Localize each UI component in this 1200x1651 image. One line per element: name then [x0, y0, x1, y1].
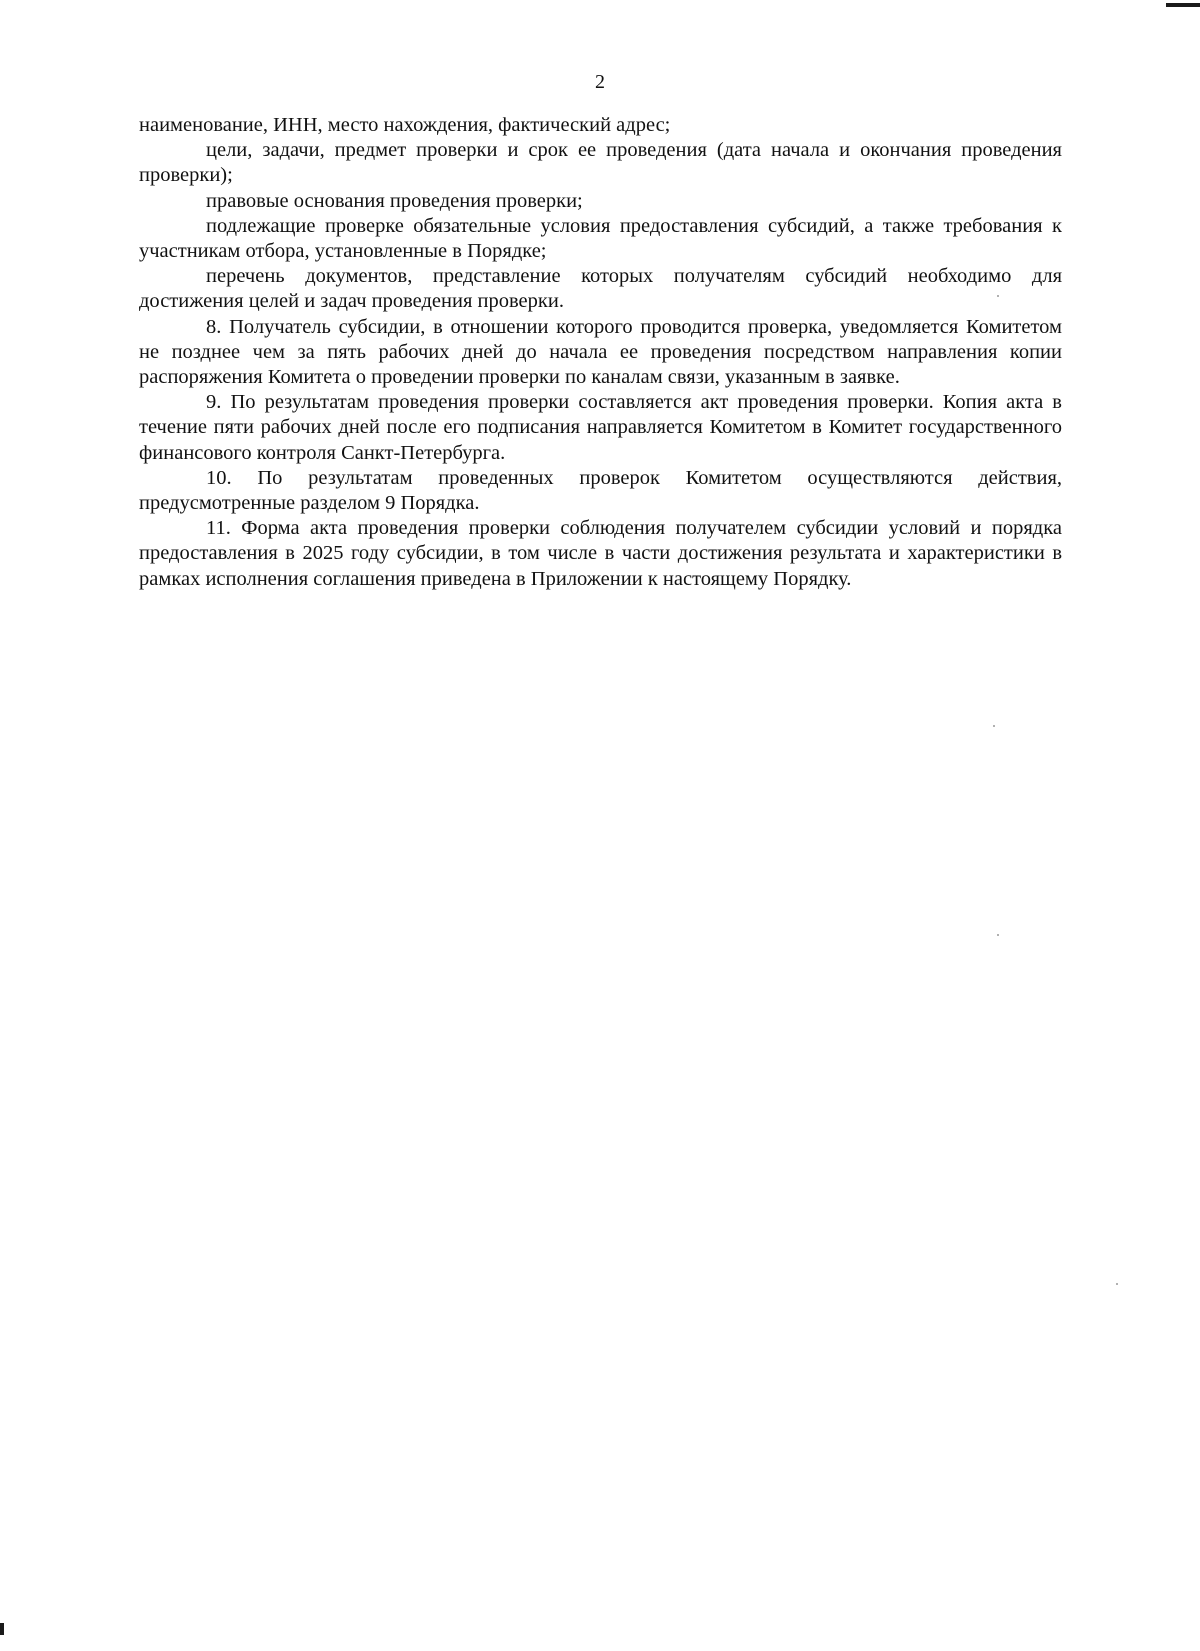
paragraph-1: наименование, ИНН, место нахождения, фактический адрес;	[139, 114, 671, 136]
paragraph-3: правовые основания проведения проверки;	[206, 189, 583, 212]
paragraph-6: 8. Получатель субсидии, в отношении которого проводится проверка, уведомляется Комитетом не позднее чем за пять рабочих дней до начала ее проведения посредством направления копии распоряжения Комитета о проведении проверки по каналам связи, указанным в заявке.	[139, 315, 1062, 389]
scan-speck	[997, 934, 999, 936]
paragraph-8: 10. По результатам проведенных проверок Комитетом осуществляются действия, предусмотренные разделом 9 Порядка.	[139, 466, 1062, 515]
paragraph-5: перечень документов, представление которых получателям субсидий необходимо для достижения целей и задач проведения проверки.	[139, 265, 1062, 313]
paragraph-7: 9. По результатам проведения проверки составляется акт проведения проверки. Копия акта в течение пяти рабочих дней после его подписания направляется Комитетом в Комитет государственного финансового контроля Санкт-Петербурга.	[139, 391, 1062, 464]
paragraph-2: цели, задачи, предмет проверки и срок ее проведения (дата начала и окончания проведения проверки);	[139, 139, 1062, 187]
paragraph-9: 11. Форма акта проведения проверки соблюдения получателем субсидии условий и порядка предоставления в 2025 году субсидии, в том числе в части достижения результата и характеристики в рамках исполнения соглашения приведена в Приложении к настоящему Порядку.	[139, 517, 1062, 590]
scan-speck	[993, 725, 995, 727]
scan-speck	[1116, 1283, 1118, 1285]
scan-mark-top	[1166, 3, 1200, 7]
page-number: 2	[595, 71, 605, 93]
paragraph-4: подлежащие проверке обязательные условия предоставления субсидий, а также требования к участникам отбора, установленные в Порядке;	[139, 214, 1062, 263]
document-body	[139, 113, 1062, 592]
scan-mark-bottom	[0, 1623, 4, 1635]
